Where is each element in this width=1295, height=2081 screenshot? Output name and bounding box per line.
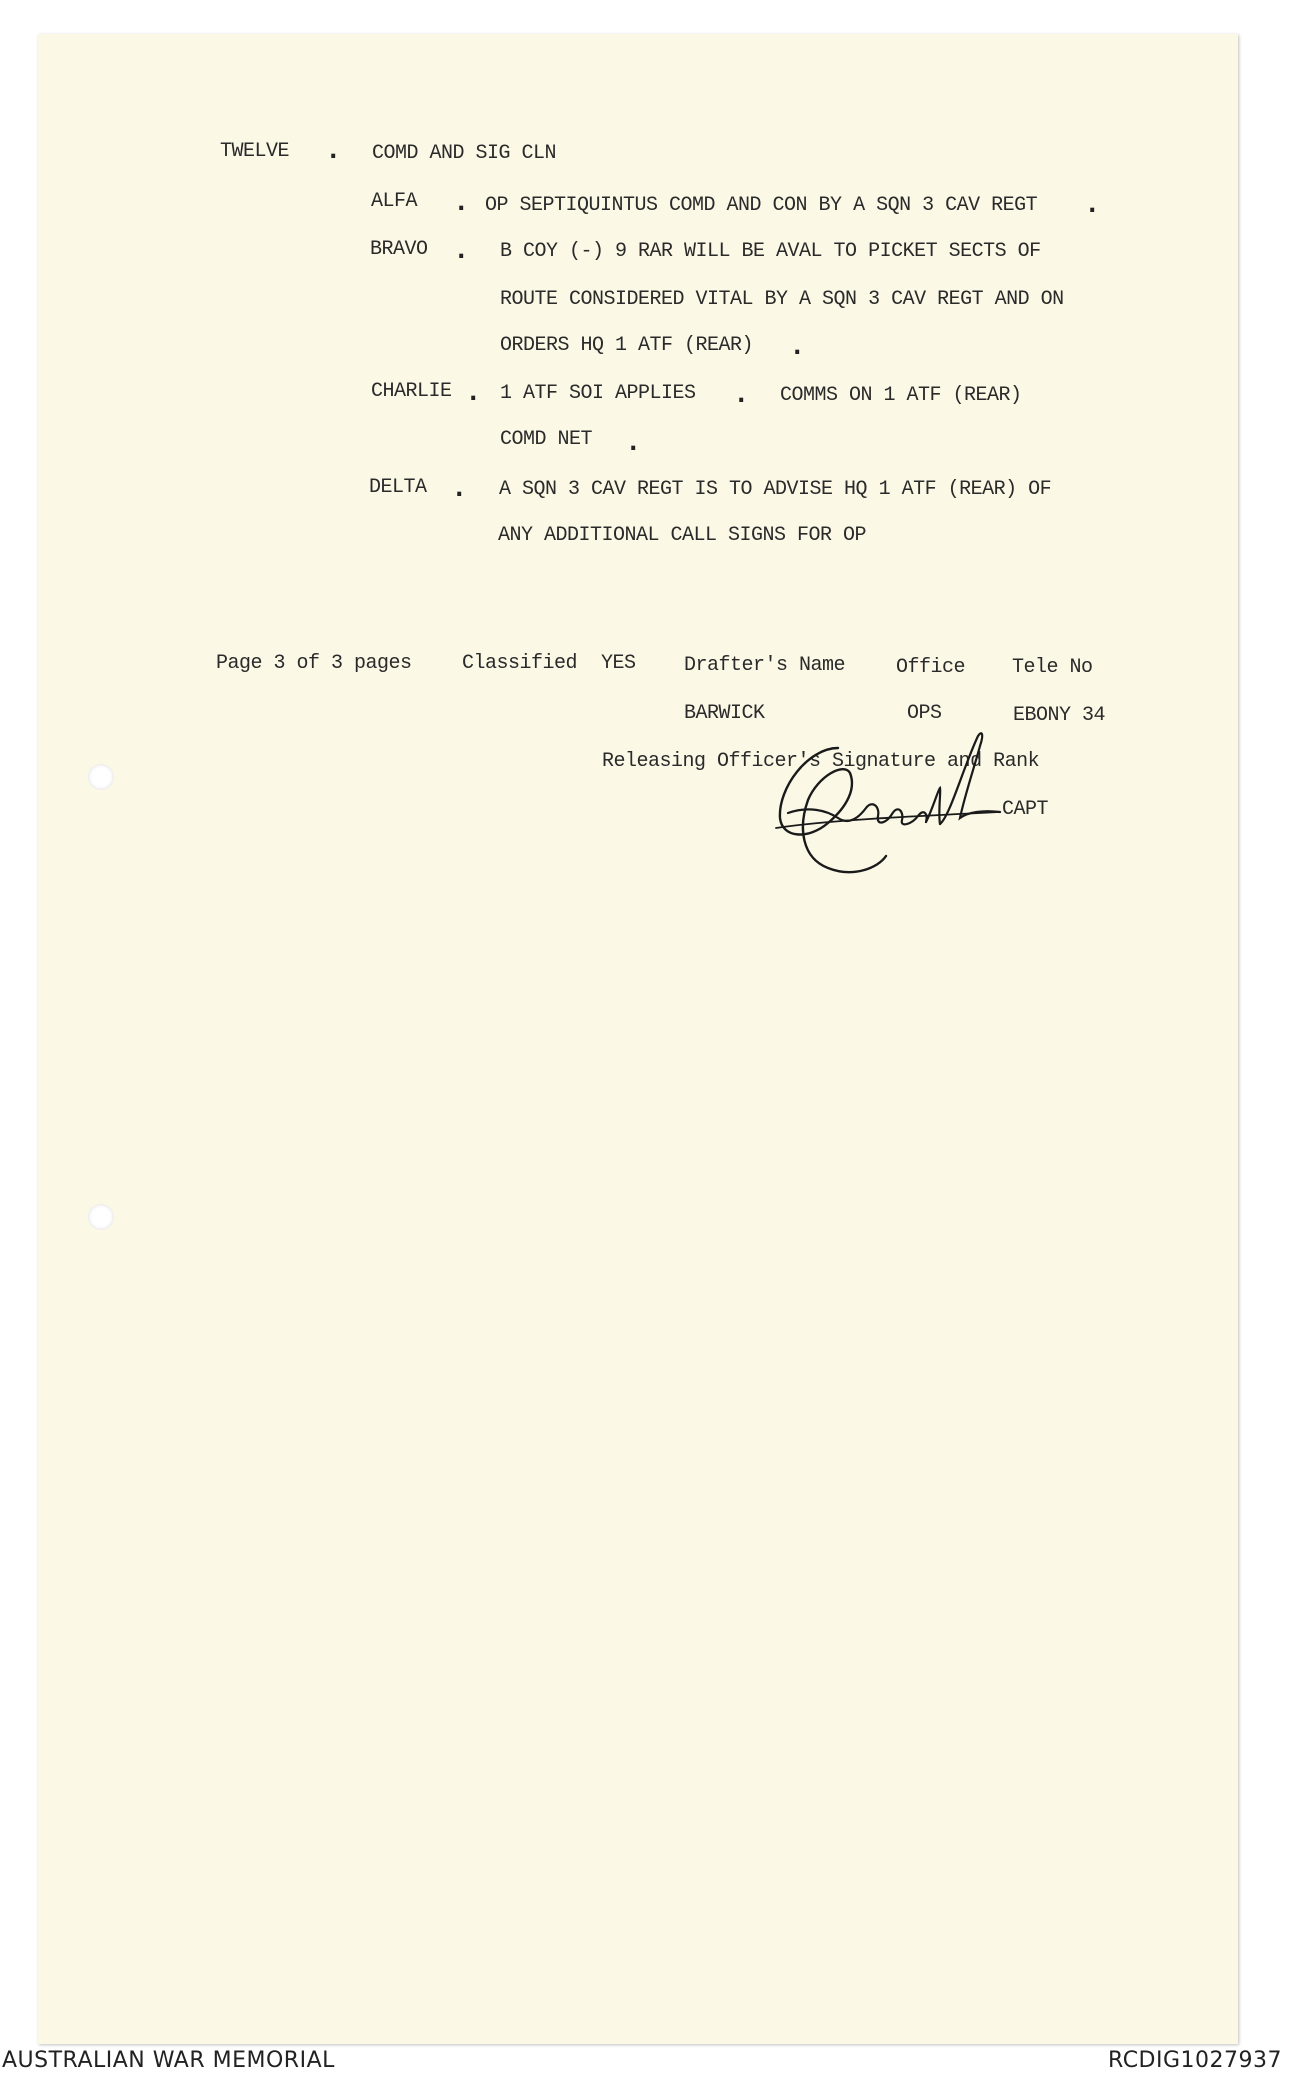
punch-hole [88,1204,114,1230]
archive-name: AUSTRALIAN WAR MEMORIAL [2,2048,335,2073]
item-text-delta-2: ANY ADDITIONAL CALL SIGNS FOR OP [498,524,867,547]
drafter-label: Drafter's Name [684,654,846,677]
separator-dot: . [454,236,469,264]
item-text-delta-1: A SQN 3 CAV REGT IS TO ADVISE HQ 1 ATF (REAR) OF [499,478,1052,501]
separator-dot: . [454,188,469,216]
officer-signature [768,728,1018,888]
separator-dot: . [466,378,481,406]
item-label-charlie: CHARLIE [371,380,452,403]
archive-reference: RCDIG1027937 [1108,2048,1283,2073]
releasing-officer-label: Releasing Officer's Signature and Rank [602,750,1040,773]
item-label-bravo: BRAVO [370,238,428,261]
separator-dot: . [326,136,341,164]
separator-dot: . [790,332,805,360]
item-label-delta: DELTA [369,476,427,499]
tele-label: Tele No [1012,656,1093,679]
classified-value: YES [601,652,636,675]
drafter-name: BARWICK [684,702,765,725]
item-text-bravo-1: B COY (-) 9 RAR WILL BE AVAL TO PICKET SECTS OF [500,240,1041,263]
separator-dot: . [452,474,467,502]
page-count: Page 3 of 3 pages [216,652,412,675]
item-text-alfa-1: OP SEPTIQUINTUS COMD AND CON BY A SQN 3 CAV REGT [485,194,1038,217]
section-heading: COMD AND SIG CLN [372,142,557,165]
classified-label: Classified [462,652,578,675]
separator-dot: . [1085,190,1100,218]
section-number: TWELVE [220,140,290,163]
tele-number: EBONY 34 [1013,704,1106,727]
separator-dot: . [626,428,641,456]
office-value: OPS [907,702,942,725]
separator-dot: . [734,380,749,408]
officer-rank: CAPT [1002,798,1049,821]
item-text-charlie-1: 1 ATF SOI APPLIES [500,382,696,405]
punch-hole [88,764,114,790]
item-text-bravo-2: ROUTE CONSIDERED VITAL BY A SQN 3 CAV REGT AND ON [500,288,1064,311]
item-text-bravo-3: ORDERS HQ 1 ATF (REAR) [500,334,754,357]
item-text-charlie-3: COMD NET [500,428,593,451]
item-label-alfa: ALFA [371,190,418,213]
item-text-charlie-2: COMMS ON 1 ATF (REAR) [780,384,1022,407]
office-label: Office [896,656,966,679]
